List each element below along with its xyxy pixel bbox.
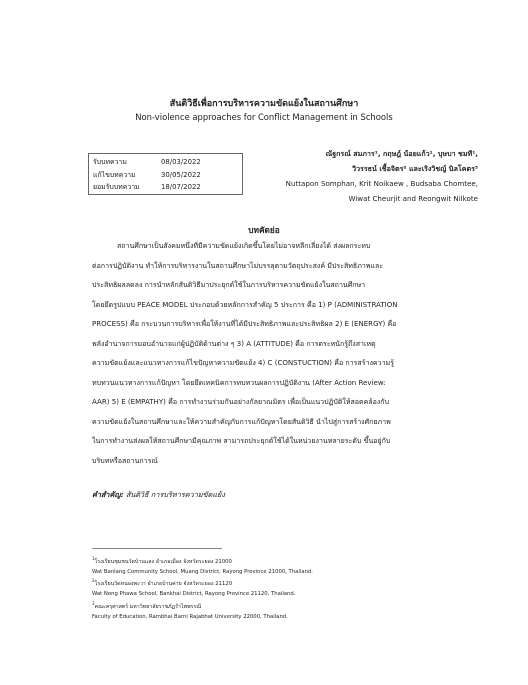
date-label: ยอมรับบทความ [93, 183, 140, 192]
authors-thai-line-1: ณัฐกรณ์ สมภาร¹, กฤษฎ์ น้อยแก้ว¹, บุษบา ชมที¹, [325, 149, 478, 158]
abstract-line: ทบทวนแนวทางการแก้ปัญหา โดยยึดเทคนิคการทบทวนผลการปฏิบัติงาน (After Action Review: [92, 377, 386, 387]
date-label: รับบทความ [93, 158, 127, 166]
footnote-mark: 3 [92, 601, 95, 606]
footnote-text: โรงเรียนชุมชนวัดบ้านแลง อำเภอเมือง จังหวัดระยอง 21000 [94, 558, 232, 565]
abstract-line: ความขัดแย้งและแนวทางการแก้ไขปัญหาความขัดแย้ง 4) C (CONSTUCTION) คือ การสร้างความรู้ [92, 358, 394, 367]
abstract-line: AAR) 5) E (EMPATHY) คือ การทำงานร่วมกันอย่างกัลยาณมิตร เพื่อเป็นแนวปฏิบัติให้สอดคล้องกับ [92, 397, 390, 406]
abstract-line: โดยยึดรูปแบบ PEACE MODEL ประกอบด้วยหลักการสำคัญ 5 ประการ คือ 1) P (ADMINISTRATION [92, 299, 398, 309]
footnote-text: คณะครุศาสตร์ มหาวิทยาลัยราชภัฏรำไพพรรณี [94, 603, 202, 610]
keywords-label: คำสำคัญ: [92, 490, 124, 499]
abstract-line: สถานศึกษาเป็นสังคมหนึ่งที่มีความขัดแย้งเกิดขึ้นโดยไม่อาจหลีกเลี่ยงได้ ส่งผลกระทบ [117, 241, 371, 250]
authors-english-line-1: Nuttapon Somphan, Krit Noikaew , Budsaba Chomtee, [285, 179, 478, 188]
footnote-mark: 2 [92, 578, 95, 583]
footnote-thai [92, 601, 472, 611]
paper-title-thai: สันติวิธีเพื่อการบริหารความขัดแย้งในสถานศึกษา [169, 99, 359, 109]
date-value: 08/03/2022 [161, 158, 201, 166]
footnote-thai [92, 578, 472, 588]
abstract-body [92, 236, 470, 470]
footnote-english: Wat Nong Phawa School, Bankhai District, Rayong Province 21120, Thailand. [92, 591, 296, 597]
abstract-heading: บทคัดย่อ [248, 225, 280, 235]
abstract-line: พลังอำนาจการมอบอำนาจแก่ผู้ปฏิบัติด้านต่าง ๆ 3) A (ATTITUDE) คือ การตระหนักรู้ถึงสาเหตุ [92, 338, 376, 348]
abstract-line: ในการทำงานส่งผลให้สถานศึกษามีคุณภาพ สามารถประยุกต์ใช้ได้ในหน่วยงานหลายระดับ ขึ้นอยู่กับ [92, 436, 391, 445]
date-value: 18/07/2022 [161, 183, 201, 192]
authors-thai-line-2: วิวรรธน์ เชื้อจิตร² และเริงวิชญ์ นิลโคตร³ [352, 164, 478, 173]
footnote-english: Faculty of Education, Rambhai Barni Rajabhat University 22000, Thailand. [92, 614, 288, 620]
date-value: 30/05/2022 [161, 170, 201, 179]
keywords-value: สันติวิธี การบริหารความขัดแย้ง [125, 490, 225, 499]
footnote-thai [92, 556, 472, 566]
abstract-line: ต่อการปฏิบัติงาน ทำให้การบริหารงานในสถานศึกษาไม่บรรลุตามวัตถุประสงค์ มีประสิทธิภาพและ [92, 260, 384, 270]
footnote-mark: 1 [92, 556, 95, 561]
keywords-line [92, 490, 225, 501]
date-label: แก้ไขบทความ [93, 170, 136, 179]
abstract-line: ความขัดแย้งในสถานศึกษาและให้ความสำคัญกับการแก้ปัญหาโดยสันติวิธี นำไปสู่การสร้างศักยภาพ [92, 416, 391, 426]
footnote-english: Wat Banlang Community School, Muang District, Rayong Province 21000, Thailand. [92, 569, 313, 575]
author-block [218, 146, 478, 206]
abstract-line: ประสิทธิผลลดลง การนำหลักสันติวิธีมาประยุกต์ใช้ในการบริหารความขัดแย้งในสถานศึกษา [92, 280, 366, 289]
abstract-line: บริบทหรือสถานการณ์ [92, 455, 158, 465]
footnote-text: โรงเรียนวัดหนองพะวา อำเภอบ้านค่าย จังหวัดระยอง 21120 [94, 580, 233, 587]
abstract-line: PROCESS) คือ กระบวนการบริหารเพื่อให้งานที่ได้มีประสิทธิภาพและประสิทธิผล 2) E (ENERGY) คือ [92, 319, 397, 328]
paper-title-english: Non-violence approaches for Conflict Management in Schools [135, 112, 393, 122]
footnote-divider [92, 548, 222, 549]
authors-english-line-2: Wiwat Cheurjit and Reongwit Nilkote [348, 194, 478, 203]
